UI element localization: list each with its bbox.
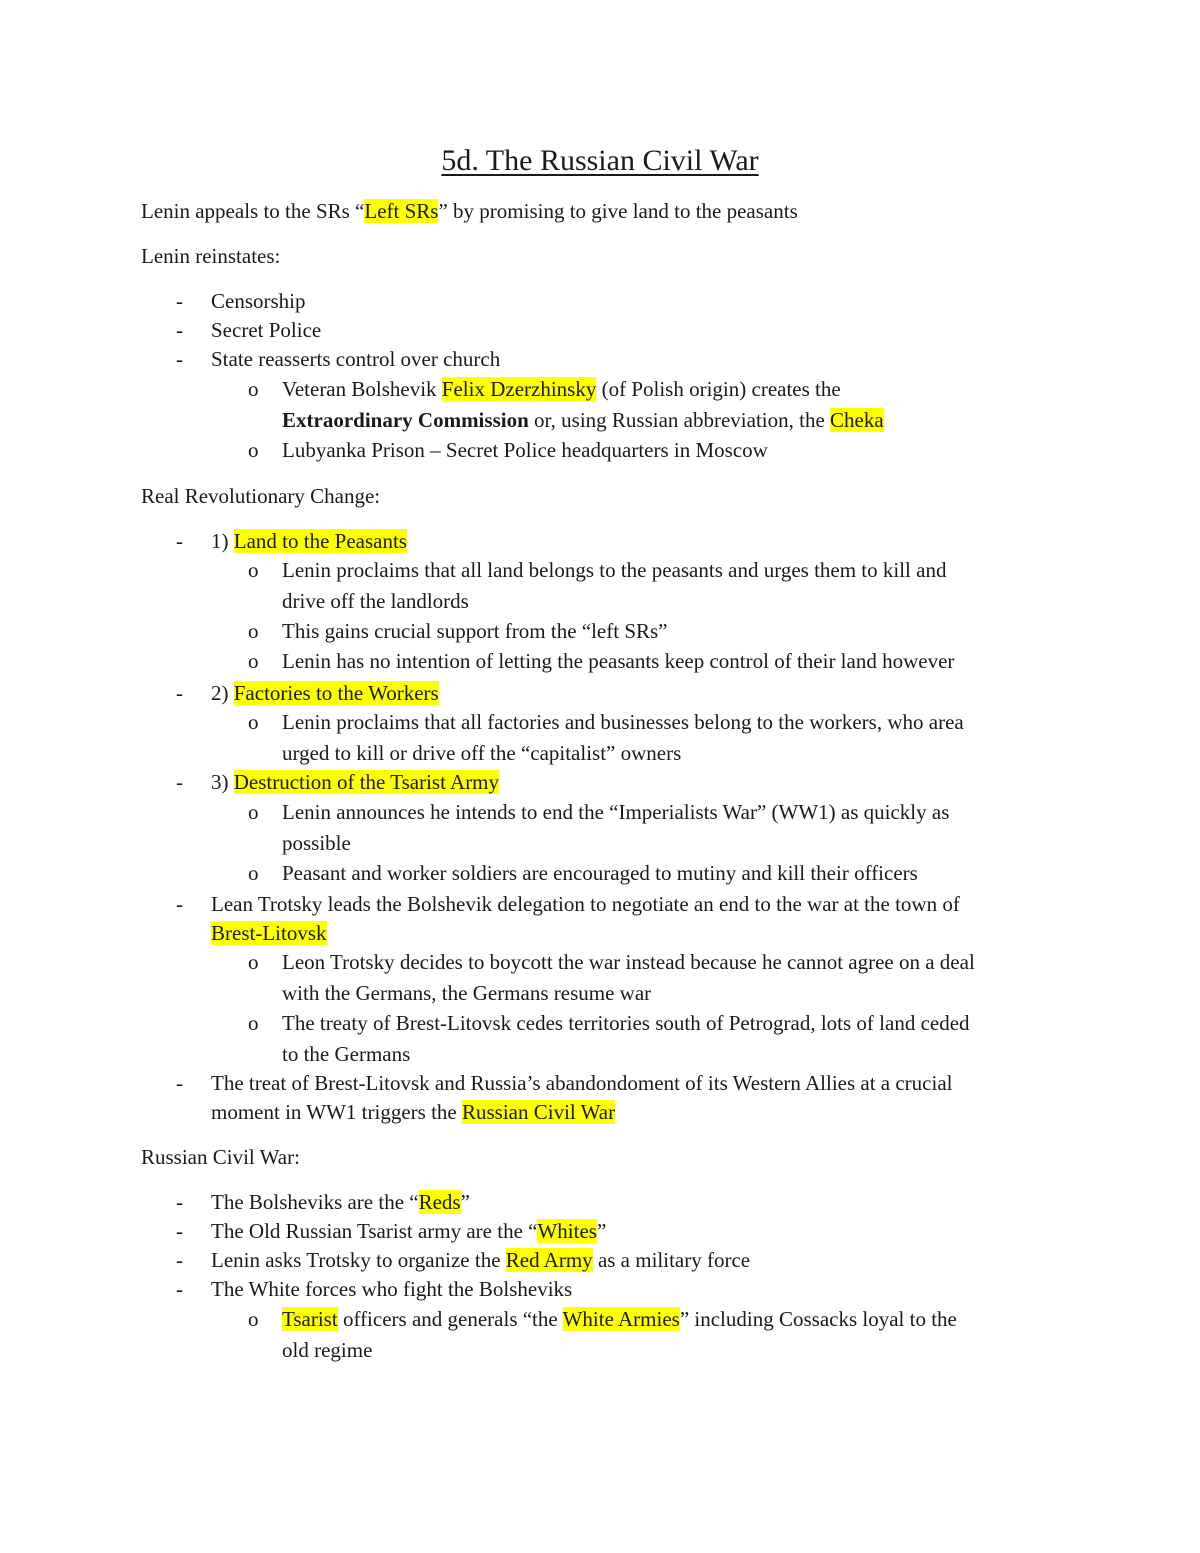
sub-item-dzerzhinsky bbox=[282, 374, 841, 404]
dash-marker: - bbox=[176, 1248, 183, 1272]
highlight-tsarist: Tsarist bbox=[282, 1307, 338, 1331]
highlight-factories-to-workers: Factories to the Workers bbox=[233, 681, 439, 705]
item-number: 1) bbox=[211, 529, 234, 553]
dash-marker: - bbox=[176, 681, 183, 705]
item-text: moment in WW1 triggers the bbox=[211, 1100, 462, 1124]
circle-marker: o bbox=[248, 1011, 259, 1035]
intro-paragraph bbox=[141, 196, 798, 226]
sub-item-boycott-cont: with the Germans, the Germans resume war bbox=[282, 981, 652, 1005]
circle-marker: o bbox=[248, 377, 259, 401]
sub-item-text: Veteran Bolshevik bbox=[282, 377, 442, 401]
dash-marker: - bbox=[176, 1219, 183, 1243]
circle-marker: o bbox=[248, 1307, 259, 1331]
sub-item-boycott: Leon Trotsky decides to boycott the war instead because he cannot agree on a deal bbox=[282, 950, 975, 974]
highlight-brest-litovsk: Brest-Litovsk bbox=[211, 921, 327, 945]
list-item-red-army bbox=[211, 1245, 750, 1275]
list-item-tsarist-army bbox=[211, 767, 499, 797]
bold-extraordinary-commission: Extraordinary Commission bbox=[282, 408, 529, 432]
circle-marker: o bbox=[248, 710, 259, 734]
dash-marker: - bbox=[176, 318, 183, 342]
dash-marker: - bbox=[176, 770, 183, 794]
highlight-russian-civil-war: Russian Civil War bbox=[461, 1100, 616, 1124]
dash-marker: - bbox=[176, 1071, 183, 1095]
sub-item-land-proclaim: Lenin proclaims that all land belongs to the peasants and urges them to kill and bbox=[282, 558, 947, 582]
page-title: 5d. The Russian Civil War bbox=[441, 144, 759, 177]
dash-marker: - bbox=[176, 289, 183, 313]
sub-item-end-war-cont: possible bbox=[282, 831, 351, 855]
item-text-end: ” bbox=[460, 1190, 470, 1214]
circle-marker: o bbox=[248, 558, 259, 582]
list-item-treat-triggers: The treat of Brest-Litovsk and Russia’s abandondoment of its Western Allies at a crucial bbox=[211, 1071, 953, 1095]
dash-marker: - bbox=[176, 1277, 183, 1301]
sub-item-left-srs-support: This gains crucial support from the “left SRs” bbox=[282, 619, 668, 643]
circle-marker: o bbox=[248, 950, 259, 974]
sub-item-treaty-cedes: The treaty of Brest-Litovsk cedes territories south of Petrograd, lots of land ceded bbox=[282, 1011, 970, 1035]
dash-marker: - bbox=[176, 529, 183, 553]
item-text: Lenin asks Trotsky to organize the bbox=[211, 1248, 506, 1272]
sub-item-text: officers and generals “the bbox=[337, 1307, 563, 1331]
list-item-secret-police: Secret Police bbox=[211, 318, 322, 342]
circle-marker: o bbox=[248, 619, 259, 643]
dash-marker: - bbox=[176, 892, 183, 916]
sub-item-treaty-cedes-cont: to the Germans bbox=[282, 1042, 411, 1066]
item-text: The Bolsheviks are the “ bbox=[211, 1190, 419, 1214]
list-item-censorship: Censorship bbox=[211, 289, 306, 313]
change-heading: Real Revolutionary Change: bbox=[141, 484, 381, 508]
sub-item-mutiny: Peasant and worker soldiers are encouraged to mutiny and kill their officers bbox=[282, 861, 918, 885]
circle-marker: o bbox=[248, 438, 259, 462]
sub-item-white-armies bbox=[282, 1304, 957, 1334]
highlight-felix-dzerzhinsky: Felix Dzerzhinsky bbox=[441, 377, 597, 401]
sub-item-end-war: Lenin announces he intends to end the “Imperialists War” (WW1) as quickly as bbox=[282, 800, 950, 824]
sub-item-factories-proclaim-cont: urged to kill or drive off the “capitalist” owners bbox=[282, 741, 682, 765]
highlight-whites: Whites bbox=[537, 1219, 597, 1243]
sub-item-land-proclaim-cont: drive off the landlords bbox=[282, 589, 469, 613]
dash-marker: - bbox=[176, 1190, 183, 1214]
item-text-end: ” bbox=[596, 1219, 607, 1243]
sub-item-text: or, using Russian abbreviation, the bbox=[528, 408, 831, 432]
list-item-church-control: State reasserts control over church bbox=[211, 347, 501, 371]
civil-war-heading: Russian Civil War: bbox=[141, 1145, 300, 1169]
highlight-white-armies: White Armies bbox=[562, 1307, 680, 1331]
list-item-land bbox=[211, 526, 407, 556]
item-text-end: as a military force bbox=[592, 1248, 751, 1272]
list-item-reds bbox=[211, 1187, 470, 1217]
highlight-left-srs: Left SRs bbox=[364, 199, 439, 223]
item-text: The Old Russian Tsarist army are the “ bbox=[211, 1219, 538, 1243]
sub-item-lubyanka: Lubyanka Prison – Secret Police headquarters in Moscow bbox=[282, 438, 768, 462]
list-item-white-forces: The White forces who fight the Bolsheviks bbox=[211, 1277, 573, 1301]
highlight-cheka: Cheka bbox=[830, 408, 884, 432]
highlight-reds: Reds bbox=[418, 1190, 461, 1214]
circle-marker: o bbox=[248, 861, 259, 885]
list-item-trotsky-delegation: Lean Trotsky leads the Bolshevik delegation to negotiate an end to the war at the town of bbox=[211, 892, 960, 916]
sub-item-text-end: (of Polish origin) creates the bbox=[596, 377, 841, 401]
list-item-whites bbox=[211, 1216, 606, 1246]
list-item-trotsky-delegation-cont bbox=[211, 918, 327, 948]
circle-marker: o bbox=[248, 649, 259, 673]
highlight-red-army: Red Army bbox=[505, 1248, 593, 1272]
item-number: 2) bbox=[211, 681, 234, 705]
circle-marker: o bbox=[248, 800, 259, 824]
dash-marker: - bbox=[176, 347, 183, 371]
sub-item-white-armies-cont: old regime bbox=[282, 1338, 373, 1362]
intro-text-end: ” by promising to give land to the peasants bbox=[438, 199, 798, 223]
sub-item-dzerzhinsky-cont bbox=[282, 405, 884, 435]
item-number: 3) bbox=[211, 770, 234, 794]
highlight-destruction-tsarist-army: Destruction of the Tsarist Army bbox=[233, 770, 500, 794]
reinstates-heading: Lenin reinstates: bbox=[141, 244, 281, 268]
highlight-land-to-peasants: Land to the Peasants bbox=[233, 529, 407, 553]
sub-item-text-end: ” including Cossacks loyal to the bbox=[679, 1307, 957, 1331]
list-item-treat-triggers-cont bbox=[211, 1097, 615, 1127]
sub-item-no-intention: Lenin has no intention of letting the peasants keep control of their land however bbox=[282, 649, 955, 673]
sub-item-factories-proclaim: Lenin proclaims that all factories and businesses belong to the workers, who area bbox=[282, 710, 964, 734]
list-item-factories bbox=[211, 678, 439, 708]
intro-text: Lenin appeals to the SRs “ bbox=[141, 199, 365, 223]
